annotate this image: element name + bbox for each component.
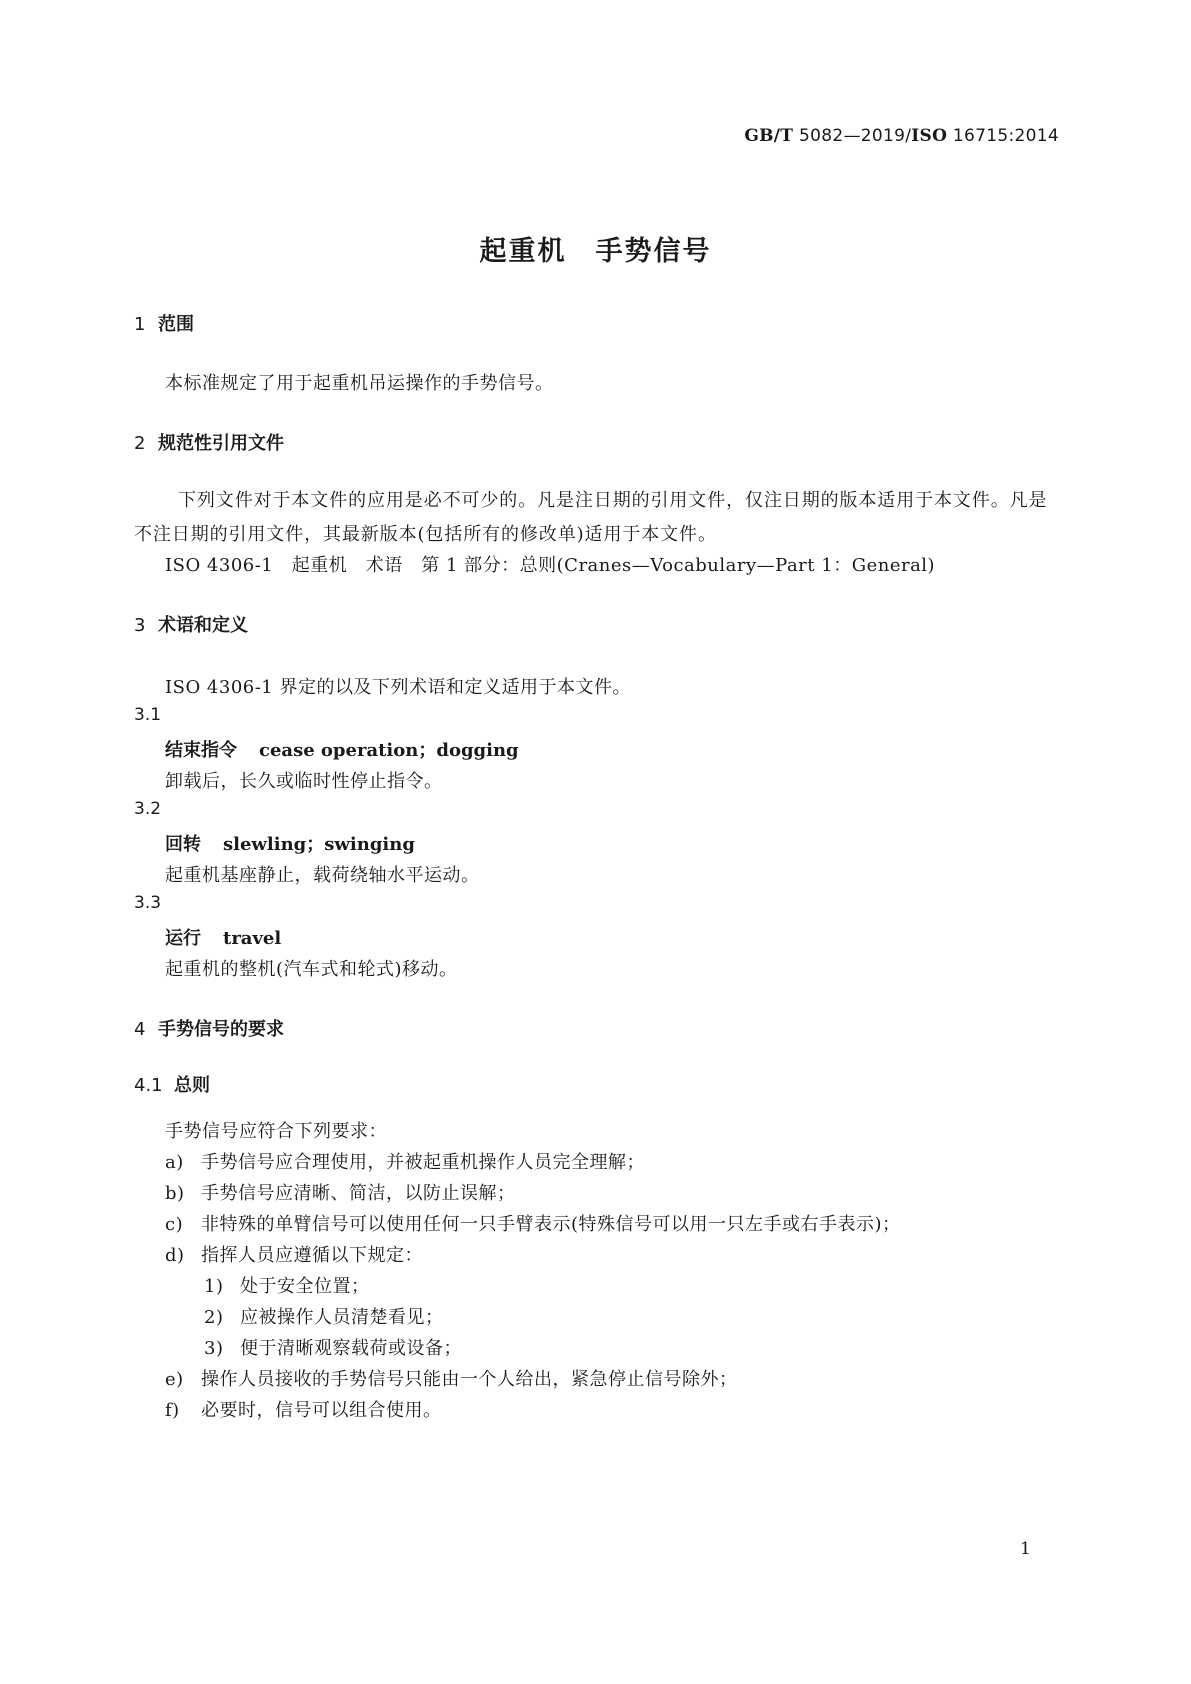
term-number: 3.3 (134, 893, 162, 913)
list-marker: b) (165, 1183, 185, 1204)
sublist-item (204, 1272, 370, 1298)
term-en: slewling；swinging (223, 834, 415, 855)
section-number: 2 (134, 433, 146, 454)
list-text: 处于安全位置； (240, 1276, 370, 1297)
list-text: 手势信号应清晰、简洁，以防止误解； (201, 1183, 516, 1204)
list-item (165, 1396, 442, 1422)
term-zh: 结束指令 (165, 740, 237, 761)
list-item (165, 1179, 516, 1205)
section-1-heading (134, 310, 194, 336)
term-title (165, 830, 415, 856)
term-number: 3.2 (134, 799, 162, 819)
section-number: 3 (134, 615, 146, 636)
term-title (165, 736, 519, 762)
section-number: 4 (134, 1019, 146, 1040)
standard-code-iso-number: 16715:2014 (952, 126, 1059, 146)
page-number: 1 (1020, 1539, 1031, 1559)
section-4-heading (134, 1015, 284, 1041)
list-text: 必要时，信号可以组合使用。 (201, 1400, 442, 1421)
standard-code-prefix: GB/T (744, 126, 794, 146)
sublist-marker: 2) (204, 1307, 224, 1328)
term-zh: 回转 (165, 834, 201, 855)
section-2-body: 下列文件对于本文件的应用是必不可少的。凡是注日期的引用文件，仅注日期的版本适用于本文件。凡是不注日期的引用文件，其最新版本(包括所有的修改单)适用于本文件。 (134, 490, 1048, 545)
list-text: 应被操作人员清楚看见； (240, 1307, 444, 1328)
list-text: 指挥人员应遵循以下规定： (201, 1245, 423, 1266)
list-item (165, 1365, 738, 1391)
term-definition: 起重机的整机(汽车式和轮式)移动。 (165, 959, 458, 980)
standard-code (744, 126, 1059, 146)
section-title: 术语和定义 (158, 615, 248, 636)
section-title: 范围 (158, 314, 194, 335)
section-number: 1 (134, 314, 146, 335)
subsection-title: 总则 (174, 1075, 210, 1096)
list-text: 非特殊的单臂信号可以使用任何一只手臂表示(特殊信号可以用一只左手或右手表示)； (201, 1214, 901, 1235)
list-marker: c) (165, 1214, 184, 1235)
list-text: 操作人员接收的手势信号只能由一个人给出，紧急停止信号除外； (201, 1369, 738, 1390)
list-item (165, 1241, 423, 1267)
list-text: 手势信号应合理使用，并被起重机操作人员完全理解； (201, 1152, 645, 1173)
list-marker: a) (165, 1152, 184, 1173)
section-1-body: 本标准规定了用于起重机吊运操作的手势信号。 (165, 373, 554, 394)
section-title: 规范性引用文件 (158, 433, 284, 454)
term-definition: 卸载后，长久或临时性停止指令。 (165, 771, 443, 792)
term-zh: 运行 (165, 928, 201, 949)
term-en: cease operation；dogging (259, 740, 519, 761)
standard-code-number: 5082—2019/ (798, 126, 912, 146)
sublist-marker: 1) (204, 1276, 224, 1297)
section-3-body: ISO 4306-1 界定的以及下列术语和定义适用于本文件。 (165, 677, 631, 698)
subsection-number: 4.1 (134, 1075, 163, 1096)
sublist-item (204, 1303, 444, 1329)
list-text: 便于清晰观察载荷或设备； (240, 1338, 462, 1359)
list-item (165, 1210, 901, 1236)
section-title: 手势信号的要求 (158, 1019, 284, 1040)
document-title: 起重机 手势信号 (479, 236, 712, 267)
term-definition: 起重机基座静止，载荷绕轴水平运动。 (165, 865, 480, 886)
list-marker: f) (165, 1400, 180, 1421)
section-3-heading (134, 611, 248, 637)
sublist-marker: 3) (204, 1338, 224, 1359)
term-title (165, 924, 281, 950)
requirements-intro: 手势信号应符合下列要求： (165, 1121, 387, 1142)
subsection-4-1-heading (134, 1071, 210, 1097)
term-number: 3.1 (134, 705, 162, 725)
list-marker: d) (165, 1245, 185, 1266)
standard-code-iso: ISO (911, 126, 948, 146)
section-2-heading (134, 429, 284, 455)
sublist-item (204, 1334, 462, 1360)
term-en: travel (223, 928, 282, 949)
list-item (165, 1148, 645, 1174)
normative-reference: ISO 4306-1 起重机 术语 第 1 部分：总则(Cranes—Vocabulary—Part 1：General) (165, 555, 936, 576)
list-marker: e) (165, 1369, 184, 1390)
